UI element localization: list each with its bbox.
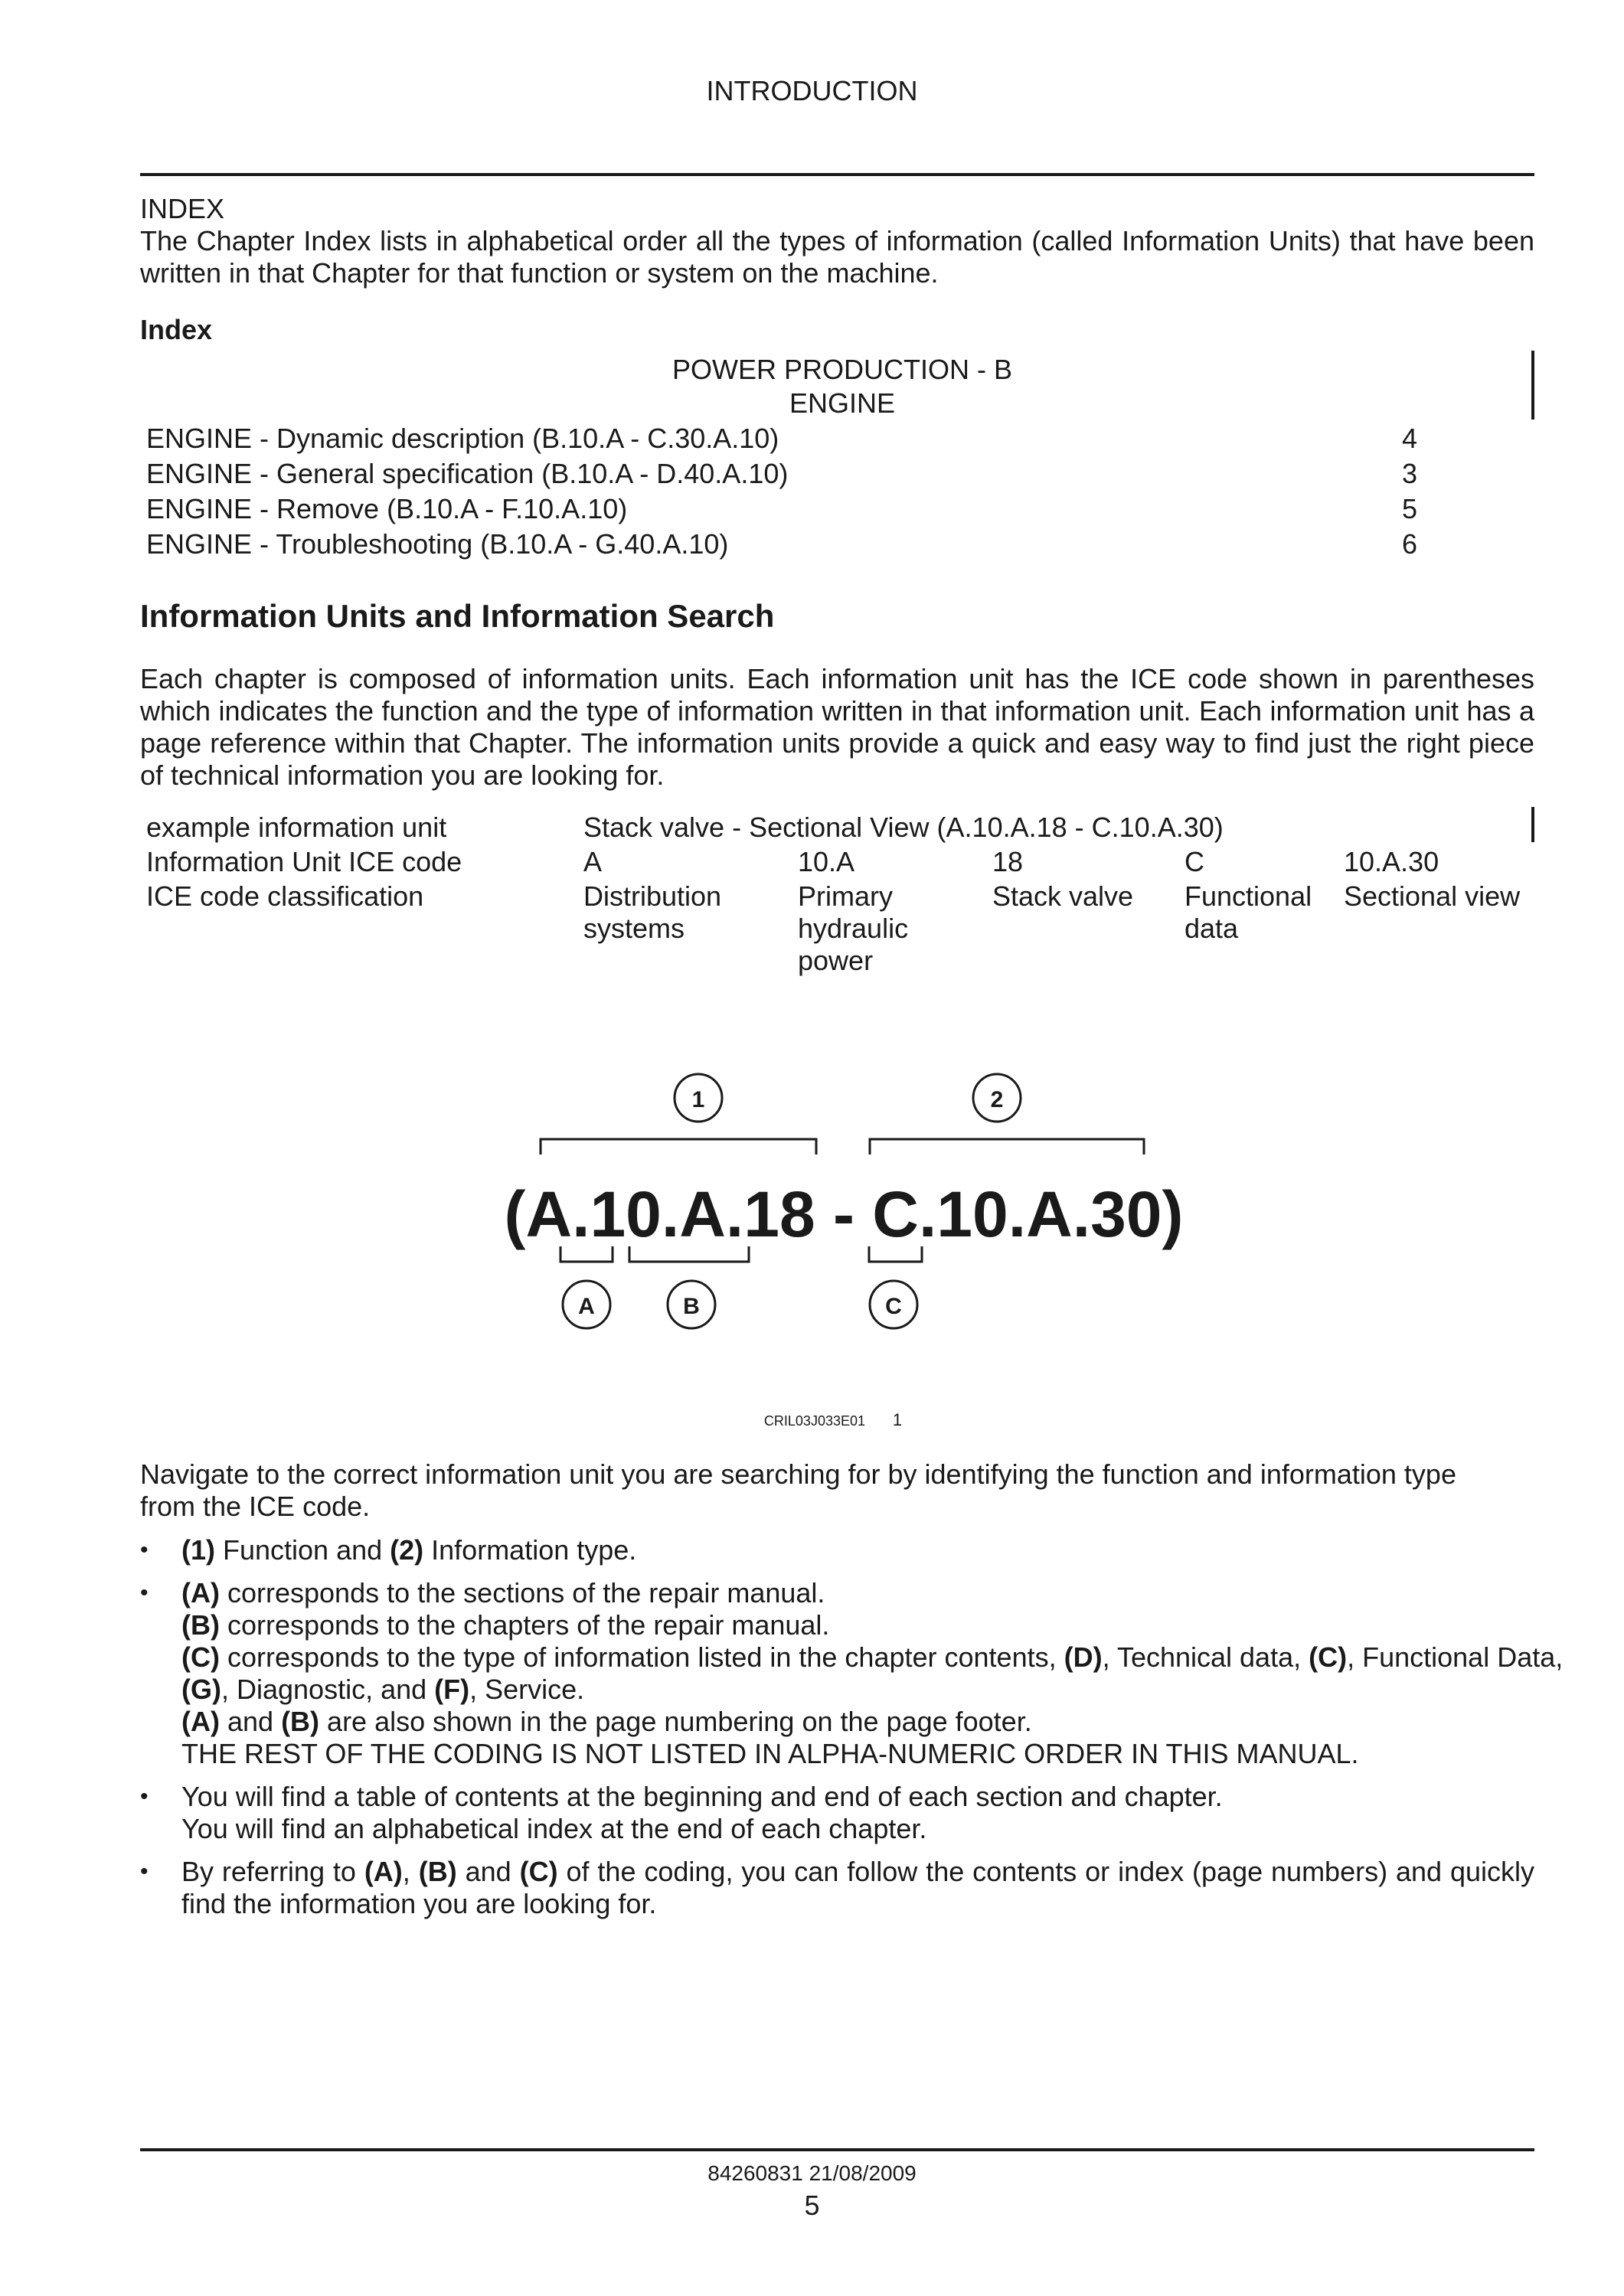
callout-2 xyxy=(973,1074,1021,1122)
list-item: • By referring to (A), (B) and (C) of the coding, you can follow the contents or index (page numbers) and quickly find the information you are looking for. xyxy=(140,1856,1534,1920)
ice-code-part: A xyxy=(583,846,603,877)
list-item: • (A) corresponds to the sections of the repair manual. (B) corresponds to the chapters of the repair manual. (C) corresponds to the type of information listed in the chapter contents, (D), Technical data, (C), Functional Data, (G), Diagnostic, and (F), Service. (A) and (B) are also shown in the page numbering on the page footer. THE REST OF THE CODING IS NOT LISTED IN ALPHA-NUMERIC ORDER IN THIS MANUAL. xyxy=(140,1577,1534,1770)
ice-code-part: C xyxy=(1185,846,1204,877)
index-entry[interactable] xyxy=(146,458,1418,493)
index-entry-name: ENGINE - Dynamic description (B.10.A - C.30.A.10) xyxy=(146,423,779,454)
page-header-title: INTRODUCTION xyxy=(706,75,918,106)
figure-id: CRIL03J033E01 xyxy=(763,1413,865,1429)
index-entry-page: 6 xyxy=(1402,528,1418,560)
footer-doc-ref: 84260831 21/08/2009 xyxy=(707,2161,917,2185)
svg-text:B: B xyxy=(683,1294,700,1319)
index-group-subtitle: ENGINE xyxy=(789,387,896,419)
list-item: • You will find a table of contents at the beginning and end of each section and chapter. You will find an alphabetical index at the end of each chapter. xyxy=(140,1781,1534,1845)
ice-code-text: (A.10.A.18 - C.10.A.30) xyxy=(504,1178,1184,1250)
footer-rule xyxy=(140,2148,1534,2151)
index-description: The Chapter Index lists in alphabetical order all the types of information (called Information Units) that have been written in that Chapter for that function or system on the machine. xyxy=(140,225,1534,289)
ice-example-label: example information unit xyxy=(146,812,447,843)
svg-text:2: 2 xyxy=(990,1087,1004,1112)
info-units-paragraph: Each chapter is composed of information units. Each information unit has the ICE code shown in parentheses which indicates the function and the type of information written in that information unit. Each information unit has a page reference within that Chapter. The information units provide a quick and easy way to find just the right piece of technical information you are looking for. xyxy=(140,663,1534,791)
navigate-intro: Navigate to the correct information unit you are searching for by identifying the function and information type from the ICE code. xyxy=(140,1458,1456,1522)
svg-text:C: C xyxy=(885,1294,902,1319)
index-entry-name: ENGINE - General specification (B.10.A - D.40.A.10) xyxy=(146,458,789,489)
ice-class-cell: Primary hydraulic power xyxy=(798,880,909,976)
ice-class-label: ICE code classification xyxy=(146,880,424,912)
index-entry-page: 5 xyxy=(1402,493,1418,524)
header-rule xyxy=(140,173,1534,176)
ice-code-figure xyxy=(0,1049,1624,1447)
change-bar xyxy=(1531,807,1534,842)
svg-text:1: 1 xyxy=(691,1087,705,1112)
index-entry[interactable] xyxy=(146,528,1418,563)
index-heading: INDEX xyxy=(140,193,225,224)
ice-class-cell: Stack valve xyxy=(992,880,1134,912)
index-entry[interactable] xyxy=(146,423,1418,458)
callout-c xyxy=(870,1281,917,1328)
change-bar xyxy=(1531,351,1534,420)
figure-number: 1 xyxy=(892,1410,903,1429)
index-entry[interactable] xyxy=(146,493,1418,528)
section-heading: Information Units and Information Search xyxy=(140,598,775,634)
index-subheading: Index xyxy=(140,314,213,345)
ice-code-part: 18 xyxy=(992,846,1024,877)
page-number: 5 xyxy=(804,2190,820,2221)
callout-a xyxy=(563,1281,610,1328)
ice-class-cell: Functional data xyxy=(1185,880,1312,944)
callout-1 xyxy=(675,1074,722,1122)
index-entry-page: 3 xyxy=(1402,458,1418,489)
svg-text:A: A xyxy=(578,1294,595,1319)
ice-class-cell: Distribution systems xyxy=(583,880,722,944)
list-item: • (1) Function and (2) Information type. xyxy=(140,1534,1534,1566)
navigate-bullet-list xyxy=(140,1534,1564,1931)
index-entry-page: 4 xyxy=(1402,423,1418,454)
ice-class-cell: Sectional view xyxy=(1344,880,1521,912)
ice-example-value: Stack valve - Sectional View (A.10.A.18 - C.10.A.30) xyxy=(583,812,1224,843)
ice-code-part: 10.A xyxy=(798,846,855,877)
ice-code-part: 10.A.30 xyxy=(1344,846,1439,877)
bracket-function xyxy=(541,1139,816,1155)
ice-code-label: Information Unit ICE code xyxy=(146,846,462,877)
index-entry-name: ENGINE - Remove (B.10.A - F.10.A.10) xyxy=(146,493,628,524)
bracket-information-type xyxy=(870,1139,1144,1155)
index-group-title: POWER PRODUCTION - B xyxy=(671,354,1012,385)
index-entry-name: ENGINE - Troubleshooting (B.10.A - G.40.A.10) xyxy=(146,528,729,560)
callout-b xyxy=(668,1281,715,1328)
